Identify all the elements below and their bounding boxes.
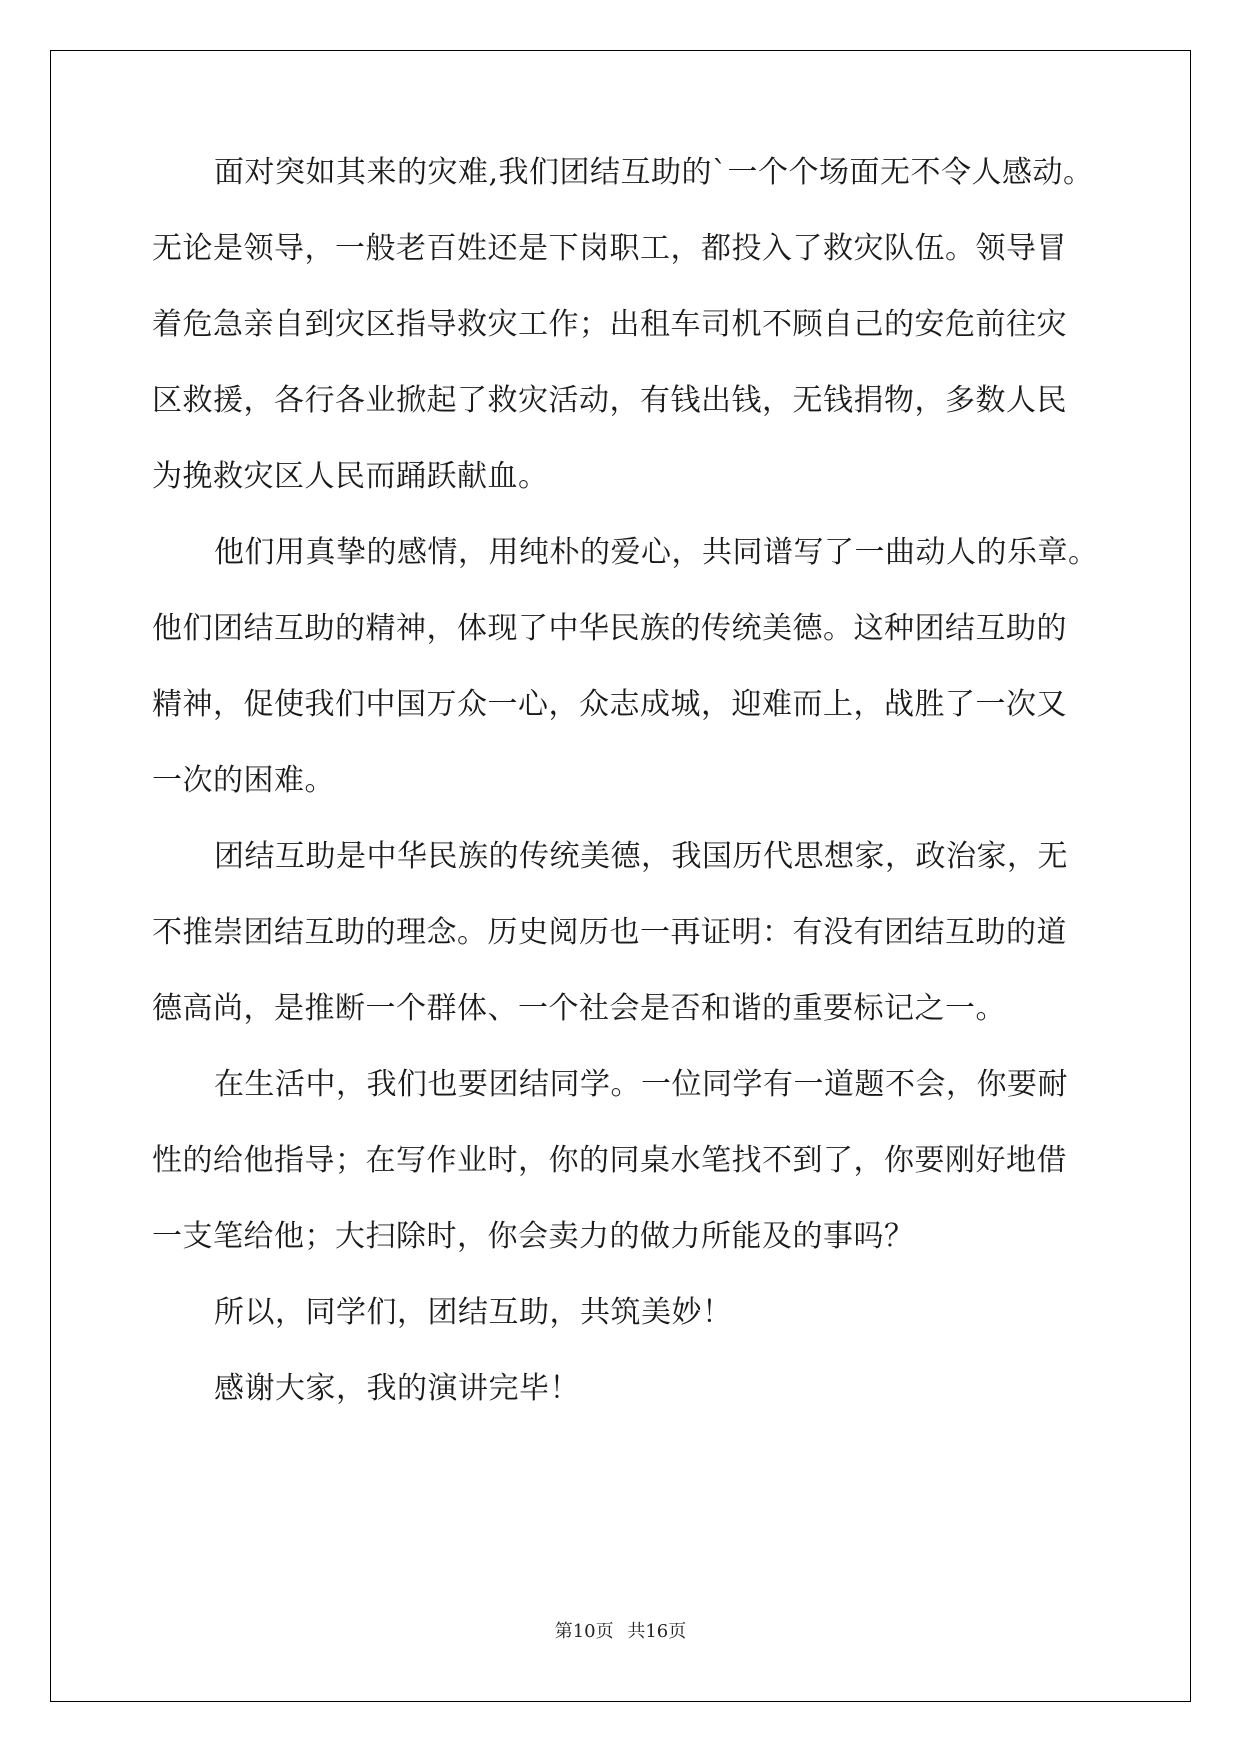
paragraph-6-line-1: 感谢大家，我的演讲完毕！ <box>214 1371 580 1406</box>
paragraph-2-line-1: 他们用真挚的感情，用纯朴的爱心，共同谱写了一曲动人的乐章。 <box>214 535 1099 570</box>
paragraph-4-line-2: 性的给他指导；在写作业时，你的同桌水笔找不到了，你要刚好地借 <box>152 1143 1067 1178</box>
page-footer <box>0 1617 1241 1643</box>
paragraph-4-line-3: 一支笔给他；大扫除时，你会卖力的做力所能及的事吗？ <box>152 1219 915 1254</box>
paragraph-1-line-5: 为挽救灾区人民而踊跃献血。 <box>152 459 549 494</box>
paragraph-1-line-1: 面对突如其来的灾难,我们团结互助的`一个个场面无不令人感动。 <box>214 155 1094 190</box>
paragraph-3-line-2: 不推崇团结互助的理念。历史阅历也一再证明：有没有团结互助的道 <box>152 915 1067 950</box>
paragraph-2-line-3: 精神，促使我们中国万众一心，众志成城，迎难而上，战胜了一次又 <box>152 687 1067 722</box>
paragraph-1-line-3: 着危急亲自到灾区指导救灾工作；出租车司机不顾自己的安危前往灾 <box>152 307 1067 342</box>
paragraph-2-line-4: 一次的困难。 <box>152 763 335 798</box>
paragraph-5-line-1: 所以，同学们，团结互助，共筑美妙！ <box>214 1295 733 1330</box>
page-number: 第10页 <box>554 1621 614 1642</box>
paragraph-1-line-4: 区救援，各行各业掀起了救灾活动，有钱出钱，无钱捐物，多数人民 <box>152 383 1067 418</box>
total-pages: 共16页 <box>627 1621 687 1642</box>
paragraph-3-line-1: 团结互助是中华民族的传统美德，我国历代思想家，政治家，无 <box>214 839 1068 874</box>
paragraph-3-line-3: 德高尚，是推断一个群体、一个社会是否和谐的重要标记之一。 <box>152 991 1006 1026</box>
paragraph-1-line-2: 无论是领导，一般老百姓还是下岗职工，都投入了救灾队伍。领导冒 <box>152 231 1067 266</box>
page-border <box>50 50 1191 1702</box>
paragraph-4-line-1: 在生活中，我们也要团结同学。一位同学有一道题不会，你要耐 <box>214 1067 1068 1102</box>
paragraph-2-line-2: 他们团结互助的精神，体现了中华民族的传统美德。这种团结互助的 <box>152 611 1067 646</box>
